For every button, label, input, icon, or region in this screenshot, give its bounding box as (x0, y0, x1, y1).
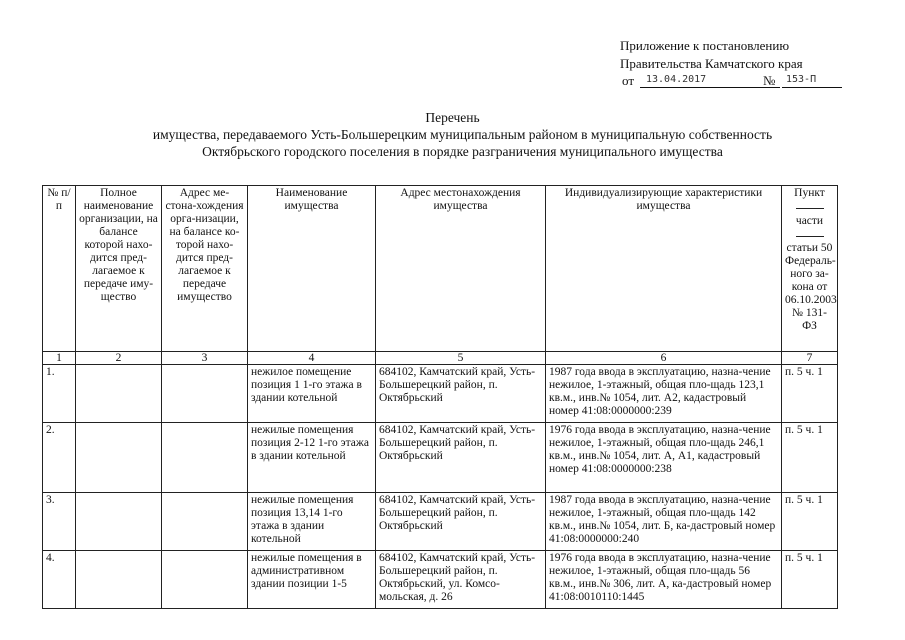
header-org-name: Полное наименование организации, на балансе которой нахо-дится пред-лагаемое к передаче иму-щество (76, 186, 162, 352)
row-characteristics: 1976 года ввода в эксплуатацию, назна-чение нежилое, 1-этажный, общая пло-щадь 246,1 кв.м., инв.№ 1054, лит. А, А1, кадастровый номер 41:08:0000000:238 (546, 423, 782, 493)
index-cell: 5 (376, 352, 546, 365)
row-address: 684102, Камчатский край, Усть-Большерецкий район, п. Октябрьский (376, 423, 546, 493)
row-characteristics: 1987 года ввода в эксплуатацию, назна-чение нежилое, 1-этажный, общая пло-щадь 142 кв.м., инв.№ 1054, лит. Б, ка-дастровый номер 41:08:0000000:240 (546, 493, 782, 551)
row-org-name (76, 423, 162, 493)
header-num: № п/п (43, 186, 76, 352)
index-cell: 7 (782, 352, 838, 365)
appendix-line-2: Правительства Камчатского края (620, 55, 803, 71)
header-clause-a: Пункт (794, 187, 825, 199)
document-subtitle-1: имущества, передаваемого Усть-Большерецким муниципальным районом в муниципальную собственность (152, 127, 773, 142)
appendix-line-1: Приложение к постановлению (620, 38, 790, 53)
table-row (43, 365, 838, 423)
row-num: 2. (43, 423, 76, 493)
row-num: 4. (43, 551, 76, 609)
row-num: 1. (43, 365, 76, 423)
row-clause: п. 5 ч. 1 (782, 423, 838, 493)
row-property-name: нежилые помещения позиция 2-12 1-го этажа в здании котельной (248, 423, 376, 493)
blank-rule (796, 228, 824, 237)
header-property-address: Адрес местонахождения имущества (376, 186, 546, 352)
document-subtitle-2: Октябрьского городского поселения в порядке разграничения муниципального имущества (202, 144, 723, 159)
row-org-address (162, 365, 248, 423)
row-org-name (76, 551, 162, 609)
row-clause: п. 5 ч. 1 (782, 365, 838, 423)
header-property-name: Наименование имущества (248, 186, 376, 352)
index-cell: 3 (162, 352, 248, 365)
index-cell: 6 (546, 352, 782, 365)
resolution-date: 13.04.2017 (640, 72, 780, 88)
property-table (42, 185, 838, 609)
row-property-name: нежилое помещение позиция 1 1-го этажа в здании котельной (248, 365, 376, 423)
row-num: 3. (43, 493, 76, 551)
column-index-row (43, 352, 838, 365)
header-org-address: Адрес ме-стона-хождения орга-низации, на балансе ко-торой нахо-дится пред-лагаемое к передаче имущество (162, 186, 248, 352)
header-clause-c: статьи 50 Федераль-ного за-кона от 06.10.2003 № 131-ФЗ (785, 242, 837, 332)
blank-rule (796, 200, 824, 209)
row-org-address (162, 551, 248, 609)
table-row (43, 551, 838, 609)
row-property-name: нежилые помещения в административном здании позиции 1-5 (248, 551, 376, 609)
header-characteristics: Индивидуализирующие характеристики имущества (546, 186, 782, 352)
row-org-address (162, 493, 248, 551)
from-label: от (622, 73, 635, 88)
row-clause: п. 5 ч. 1 (782, 493, 838, 551)
row-characteristics: 1987 года ввода в эксплуатацию, назна-чение нежилое, 1-этажный, общая пло-щадь 123,1 кв.м., инв.№ 1054, лит. А2, кадастровый номер 41:08:0000000:239 (546, 365, 782, 423)
row-characteristics: 1976 года ввода в эксплуатацию, назна-чение нежилое, 1-этажный, общая пло-щадь 56 кв.м., инв.№ 306, лит. А, ка-дастровый номер 41:08:0010110:1445 (546, 551, 782, 609)
row-property-name: нежилые помещения позиция 13,14 1-го этажа в здании котельной (248, 493, 376, 551)
appendix-block (620, 37, 817, 90)
table-header-row (43, 186, 838, 352)
table-row (43, 493, 838, 551)
header-clause-b: части (795, 215, 824, 227)
row-address: 684102, Камчатский край, Усть-Большерецкий район, п. Октябрьский (376, 493, 546, 551)
document-title: Перечень (425, 110, 480, 125)
index-cell: 4 (248, 352, 376, 365)
row-org-name (76, 365, 162, 423)
number-label: № (763, 73, 776, 88)
table-row (43, 423, 838, 493)
appendix-date-number-row (620, 72, 817, 90)
header-clause (782, 186, 838, 352)
row-clause: п. 5 ч. 1 (782, 551, 838, 609)
row-org-name (76, 493, 162, 551)
index-cell: 1 (43, 352, 76, 365)
row-address: 684102, Камчатский край, Усть-Большерецкий район, п. Октябрьский (376, 365, 546, 423)
resolution-number: 153-П (782, 72, 842, 88)
index-cell: 2 (76, 352, 162, 365)
row-org-address (162, 423, 248, 493)
row-address: 684102, Камчатский край, Усть-Большерецкий район, п. Октябрьский, ул. Комсо-мольская, д. 26 (376, 551, 546, 609)
